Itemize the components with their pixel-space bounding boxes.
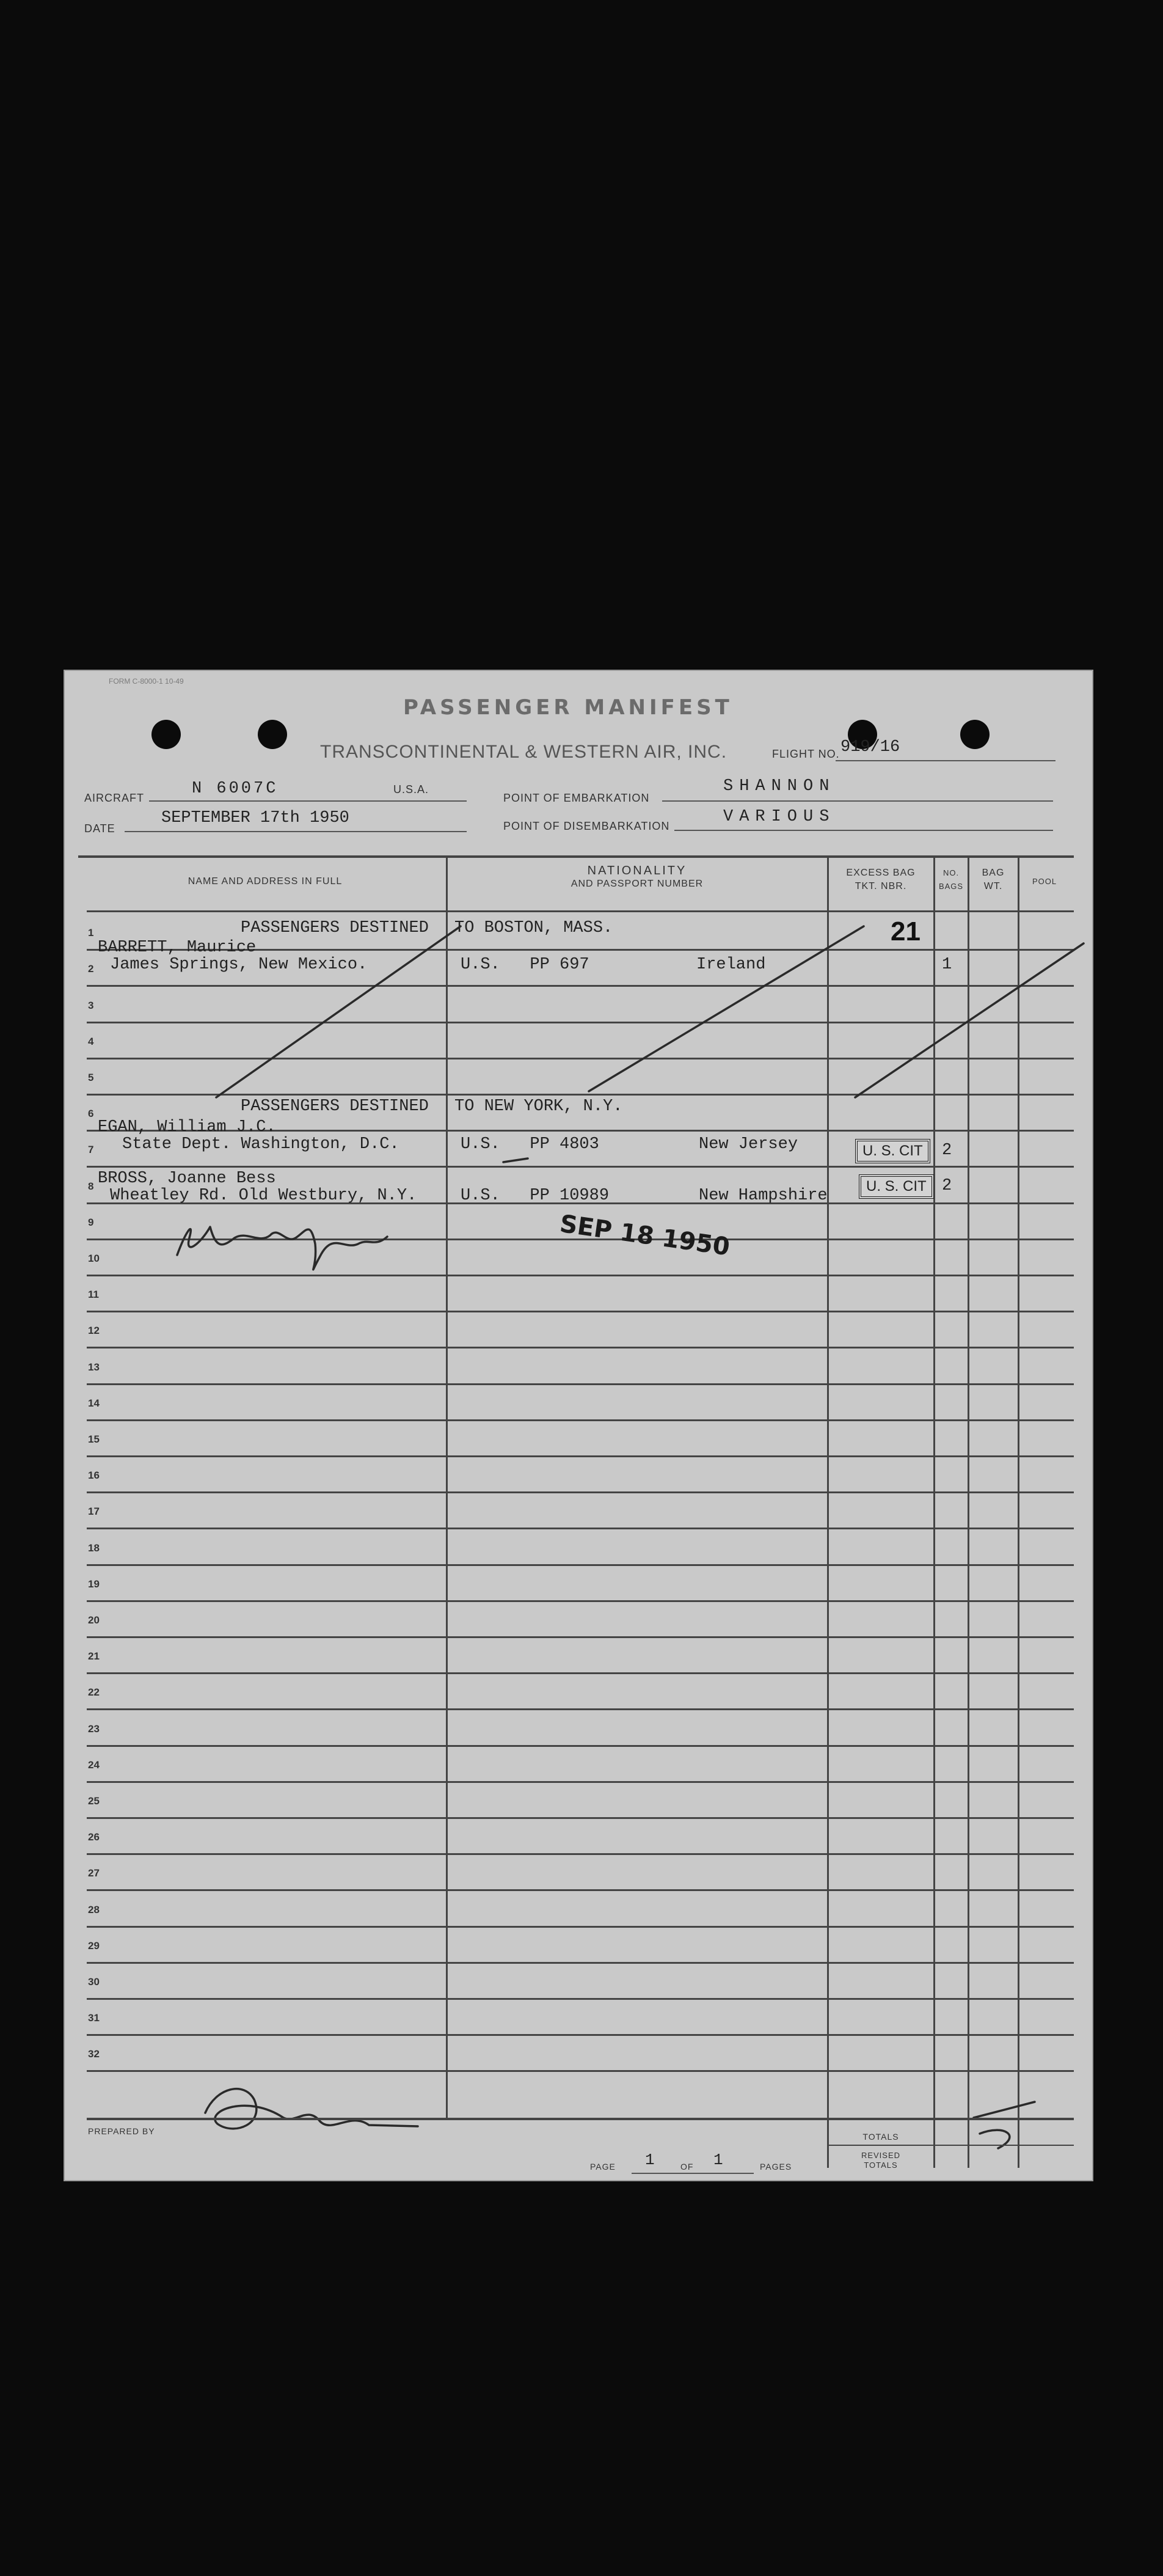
row-number: 4: [88, 1036, 94, 1047]
tick-mark: [503, 1158, 528, 1162]
row6-passengers-label: PASSENGERS DESTINED: [241, 1097, 429, 1116]
prepared-by-label: PREPARED BY: [88, 2126, 155, 2136]
row-number: 15: [88, 1433, 100, 1445]
row-number: 24: [88, 1759, 100, 1771]
total-pages: 1: [713, 2151, 723, 2169]
row2-nationality: U.S. PP 697: [461, 956, 589, 974]
row7-address: State Dept. Washington, D.C.: [122, 1135, 399, 1154]
row7-us-citizen-stamp: U. S. CIT: [855, 1139, 930, 1163]
row7-nationality: U.S. PP 4803: [461, 1135, 599, 1154]
strike-line-right: [855, 943, 1084, 1097]
airline-name: TRANSCONTINENTAL & WESTERN AIR, INC.: [320, 742, 727, 762]
disembarkation-label: POINT OF DISEMBARKATION: [503, 820, 670, 832]
page-label: PAGE: [590, 2162, 616, 2172]
row8-nationality: U.S. PP 10989: [461, 1187, 610, 1205]
row7-state: New Jersey: [699, 1135, 798, 1154]
strike-line-middle: [589, 926, 864, 1091]
header-pool: POOL: [1032, 877, 1057, 886]
date-value: SEPTEMBER 17th 1950: [161, 809, 349, 827]
strike-line-left: [216, 926, 461, 1097]
row1-passengers-label: PASSENGERS DESTINED: [241, 919, 429, 937]
row8-bags: 2: [942, 1177, 952, 1195]
row-number: 28: [88, 1904, 100, 1916]
row1-handwritten-number: 21: [891, 917, 921, 946]
arrival-date-stamp: SEP 18 1950: [558, 1210, 732, 1262]
row-number: 27: [88, 1867, 100, 1879]
row-number: 19: [88, 1578, 100, 1590]
row-number: 3: [88, 1000, 94, 1011]
pages-label: PAGES: [760, 2162, 792, 2172]
row8-state: New Hampshire: [699, 1187, 828, 1205]
header-no-bags: NO. BAGS: [938, 868, 964, 891]
row-number: 16: [88, 1469, 100, 1481]
row1-destination: TO BOSTON, MASS.: [454, 919, 613, 937]
header-nationality: NATIONALITY AND PASSPORT NUMBER: [571, 864, 704, 889]
row-number: 5: [88, 1072, 94, 1083]
row-number: 17: [88, 1506, 100, 1517]
pen-marks: [64, 670, 1093, 2181]
header-excess-bag: EXCESS BAG TKT. NBR.: [846, 868, 916, 891]
revised-totals-label: REVISED TOTALS: [861, 2151, 901, 2170]
row-number: 2: [88, 963, 94, 975]
revised-total-mark: [974, 2102, 1035, 2148]
header-name: NAME AND ADDRESS IN FULL: [188, 876, 343, 887]
row-number: 25: [88, 1795, 100, 1807]
row2-country: Ireland: [696, 956, 766, 974]
row-number: 20: [88, 1614, 100, 1626]
row-number: 14: [88, 1397, 100, 1409]
row2-name: BARRETT, Maurice: [98, 939, 257, 957]
row8-address: Wheatley Rd. Old Westbury, N.Y.: [110, 1187, 417, 1205]
row-number: 29: [88, 1940, 100, 1952]
row-number: 7: [88, 1144, 94, 1155]
manifest-sheet: [64, 670, 1093, 2181]
disembarkation-value: VARIOUS: [723, 808, 836, 826]
row-number: 8: [88, 1180, 94, 1192]
row-number: 11: [88, 1289, 99, 1300]
row-number: 23: [88, 1723, 100, 1735]
row-number: 9: [88, 1217, 94, 1228]
row6-destination: TO NEW YORK, N.Y.: [454, 1097, 623, 1116]
row-number: 21: [88, 1650, 100, 1662]
row2-bags: 1: [942, 956, 952, 974]
form-number: FORM C-8000-1 10-49: [109, 677, 184, 686]
flight-no-label: FLIGHT NO.: [772, 748, 840, 760]
of-label: OF: [680, 2162, 694, 2172]
row-number: 18: [88, 1542, 100, 1554]
country-value: U.S.A.: [393, 783, 429, 796]
row-number: 31: [88, 2012, 100, 2024]
flight-no-value: 919/16: [840, 738, 900, 756]
row-number: 32: [88, 2048, 100, 2060]
row-number: 22: [88, 1686, 100, 1698]
row-number: 30: [88, 1976, 100, 1988]
footer-top-rule: [87, 2118, 1074, 2120]
aircraft-label: AIRCRAFT: [84, 792, 144, 804]
row-number: 1: [88, 927, 94, 939]
row-number: 6: [88, 1108, 94, 1119]
row-number: 26: [88, 1831, 100, 1843]
row7-name: EGAN, William J.C.: [98, 1118, 276, 1136]
row8-us-citizen-stamp: U. S. CIT: [859, 1174, 934, 1199]
document-title: PASSENGER MANIFEST: [403, 695, 733, 720]
embarkation-label: POINT OF EMBARKATION: [503, 792, 650, 804]
handwritten-signature-row9: [177, 1227, 387, 1270]
embarkation-value: SHANNON: [723, 777, 836, 796]
row2-address: James Springs, New Mexico.: [110, 956, 368, 974]
row8-name: BROSS, Joanne Bess: [98, 1169, 276, 1188]
row-number: 10: [88, 1253, 100, 1264]
preparer-signature: [205, 2089, 418, 2129]
row-number: 12: [88, 1325, 100, 1336]
aircraft-value: N 6007C: [192, 780, 279, 798]
header-bag-wt: BAG WT.: [982, 868, 1005, 891]
totals-label: TOTALS: [862, 2132, 899, 2142]
row-number: 13: [88, 1361, 100, 1373]
page-number: 1: [645, 2151, 655, 2169]
date-label: DATE: [84, 822, 115, 835]
row7-bags: 2: [942, 1141, 952, 1160]
